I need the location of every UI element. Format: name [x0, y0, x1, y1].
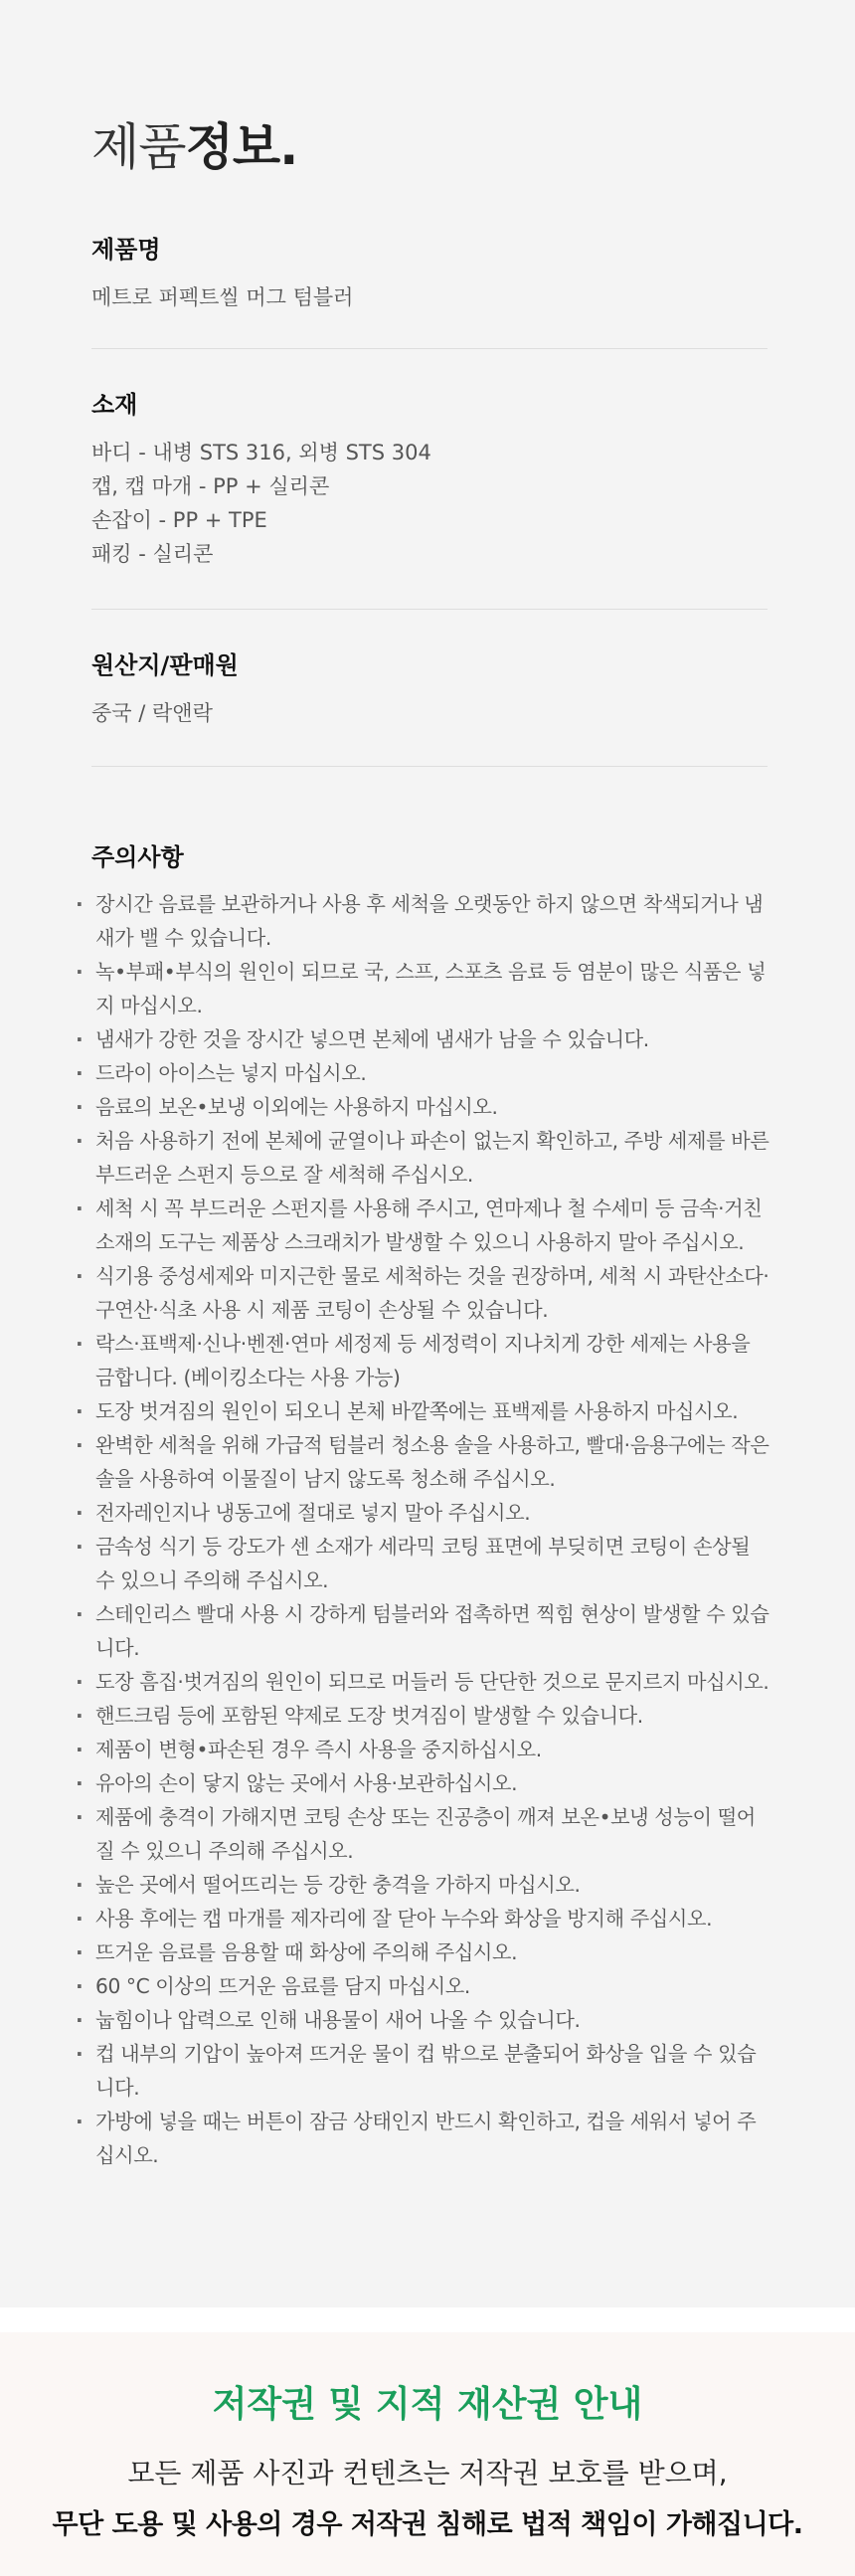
- copyright-title: 저작권 및 지적 재산권 안내: [212, 2384, 643, 2425]
- material-line: 손잡이 - PP + TPE: [91, 508, 267, 532]
- caution-item: · 금속성 식기 등 강도가 센 소재가 세라믹 코팅 표면에 부딪히면 코팅이 손상될 수 있으니 주의해 주십시오.: [76, 1530, 771, 1597]
- product-name-value: 메트로 퍼펙트씰 머그 텀블러: [91, 285, 354, 309]
- caution-item: · 높은 곳에서 떨어뜨리는 등 강한 충격을 가하지 마십시오.: [76, 1868, 771, 1902]
- caution-item: · 녹•부패•부식의 원인이 되므로 국, 스프, 스포츠 음료 등 염분이 많은 식품은 넣지 마십시오.: [76, 955, 771, 1022]
- origin-section: [91, 648, 768, 730]
- material-line: 패킹 - 실리콘: [91, 542, 214, 566]
- copyright-line-1: 모든 제품 사진과 컨텐츠는 저작권 보호를 받으며,: [127, 2457, 728, 2489]
- caution-item: · 핸드크림 등에 포함된 약제로 도장 벗겨짐이 발생할 수 있습니다.: [76, 1699, 771, 1733]
- caution-item: · 식기용 중성세제와 미지근한 물로 세척하는 것을 권장하며, 세척 시 과탄산소다·구연산·식초 사용 시 제품 코팅이 손상될 수 있습니다.: [76, 1259, 771, 1327]
- caution-list: [76, 887, 771, 2172]
- caution-item: · 제품이 변형•파손된 경우 즉시 사용을 중지하십시오.: [76, 1733, 771, 1766]
- caution-item: · 도장 흠집·벗겨짐의 원인이 되므로 머들러 등 단단한 것으로 문지르지 마십시오.: [76, 1665, 771, 1699]
- caution-item: · 드라이 아이스는 넣지 마십시오.: [76, 1056, 771, 1090]
- cautions-label: 주의사항: [91, 843, 184, 871]
- page-title-bold: 정보.: [185, 118, 298, 176]
- origin-value: 중국 / 락앤락: [91, 701, 213, 725]
- caution-item: · 음료의 보온•보냉 이외에는 사용하지 마십시오.: [76, 1090, 771, 1124]
- caution-item: · 뜨거운 음료를 음용할 때 화상에 주의해 주십시오.: [76, 1935, 771, 1969]
- caution-item: · 세척 시 꼭 부드러운 스펀지를 사용해 주시고, 연마제나 철 수세미 등 금속·거친 소재의 도구는 제품상 스크래치가 발생할 수 있으니 사용하지 말아 주십시오.: [76, 1192, 771, 1259]
- caution-item: · 장시간 음료를 보관하거나 사용 후 세척을 오랫동안 하지 않으면 착색되거나 냄새가 밸 수 있습니다.: [76, 887, 771, 955]
- caution-item: · 가방에 넣을 때는 버튼이 잠금 상태인지 반드시 확인하고, 컵을 세워서 넣어 주십시오.: [76, 2105, 771, 2172]
- page-title: [91, 117, 297, 177]
- caution-item: · 유아의 손이 닿지 않는 곳에서 사용·보관하십시오.: [76, 1766, 771, 1800]
- caution-item: · 60 °C 이상의 뜨거운 음료를 담지 마십시오.: [76, 1969, 771, 2003]
- caution-item: · 제품에 충격이 가해지면 코팅 손상 또는 진공층이 깨져 보온•보냉 성능이 떨어질 수 있으니 주의해 주십시오.: [76, 1800, 771, 1868]
- cautions-section: [91, 840, 768, 874]
- product-name-label: 제품명: [91, 236, 161, 264]
- origin-label: 원산지/판매원: [91, 651, 239, 679]
- product-name-section: [91, 233, 768, 314]
- caution-item: · 냄새가 강한 것을 장시간 넣으면 본체에 냄새가 남을 수 있습니다.: [76, 1022, 771, 1056]
- divider: [91, 609, 768, 610]
- page-title-light: 제품: [91, 118, 186, 176]
- caution-item: · 컵 내부의 기압이 높아져 뜨거운 물이 컵 밖으로 분출되어 화상을 입을 수 있습니다.: [76, 2037, 771, 2105]
- divider: [91, 348, 768, 349]
- caution-item: · 스테인리스 빨대 사용 시 강하게 텀블러와 접촉하면 찍힘 현상이 발생할 수 있습니다.: [76, 1597, 771, 1665]
- divider: [91, 766, 768, 767]
- material-section: [91, 388, 768, 571]
- material-label: 소재: [91, 391, 138, 419]
- caution-item: · 도장 벗겨짐의 원인이 되오니 본체 바깥쪽에는 표백제를 사용하지 마십시오.: [76, 1394, 771, 1428]
- caution-item: · 눕힘이나 압력으로 인해 내용물이 새어 나올 수 있습니다.: [76, 2003, 771, 2037]
- caution-item: · 락스·표백제·신나·벤젠·연마 세정제 등 세정력이 지나치게 강한 세제는 사용을 금합니다. (베이킹소다는 사용 가능): [76, 1327, 771, 1394]
- caution-item: · 사용 후에는 캡 마개를 제자리에 잘 닫아 누수와 화상을 방지해 주십시오.: [76, 1902, 771, 1935]
- caution-item: · 완벽한 세척을 위해 가급적 텀블러 청소용 솔을 사용하고, 빨대·음용구에는 작은 솔을 사용하여 이물질이 남지 않도록 청소해 주십시오.: [76, 1428, 771, 1496]
- caution-item: · 처음 사용하기 전에 본체에 균열이나 파손이 없는지 확인하고, 주방 세제를 바른 부드러운 스펀지 등으로 잘 세척해 주십시오.: [76, 1124, 771, 1192]
- material-line: 캡, 캡 마개 - PP + 실리콘: [91, 474, 330, 498]
- material-line: 바디 - 내병 STS 316, 외병 STS 304: [91, 441, 431, 464]
- copyright-line-2: 무단 도용 및 사용의 경우 저작권 침해로 법적 책임이 가해집니다.: [52, 2509, 803, 2540]
- caution-item: · 전자레인지나 냉동고에 절대로 넣지 말아 주십시오.: [76, 1496, 771, 1530]
